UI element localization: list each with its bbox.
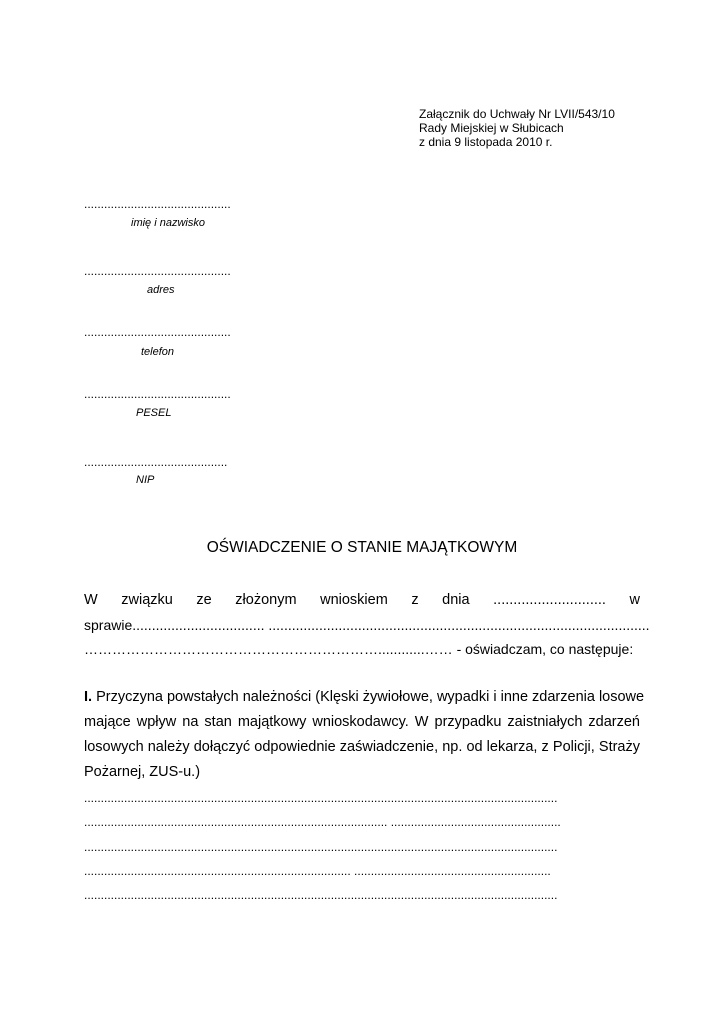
intro-word: wnioskiem [320,592,388,608]
section1-line-3: losowych należy dołączyć odpowiednie zaświadczenie, np. od lekarza, z Policji, Straży [84,739,640,755]
phone-field-caption: telefon [141,346,175,358]
name-field-dots: ............................................ [84,197,231,211]
header-line-1: Załącznik do Uchwały Nr LVII/543/10 [419,107,615,121]
answer-dotted-line: .............................................................................................................................................. [84,888,558,902]
address-field-caption: adres [147,284,175,296]
document-title: OŚWIADCZENIE O STANIE MAJĄTKOWYM [206,539,518,556]
intro-word: dnia [442,592,470,608]
intro-word: ze [196,592,212,608]
answer-dotted-line: ................................................................................ ........................................................... [84,864,551,878]
answer-dotted-line: ........................................................................................... ................................................... [84,815,561,829]
section1-line-2: mające wpływ na stan majątkowy wnioskodawcy. W przypadku zaistniałych zdarzeń [84,714,640,730]
header-line-2: Rady Miejskiej w Słubicach [419,121,564,135]
pesel-field-dots: ............................................ [84,387,231,401]
intro-date-dots: ............................ [493,592,606,608]
nip-field-dots: ........................................... [84,455,228,469]
answer-dotted-line: .............................................................................................................................................. [84,840,558,854]
intro-line-1 [84,592,640,608]
phone-field-dots: ............................................ [84,325,231,339]
intro-word: złożonym [235,592,297,608]
name-field-caption: imię i nazwisko [131,217,205,229]
address-field-dots: ............................................ [84,264,231,278]
intro-word: w [629,592,640,608]
section1-label: I. [84,689,93,705]
intro-line-2: sprawie.................................. .................................................................................................. [84,617,650,633]
intro-line-3: ………………………………………………………............…… - oświadczam, co następuje: [84,641,634,657]
section1-line-4: Pożarnej, ZUS-u.) [84,764,201,780]
answer-dotted-line: .............................................................................................................................................. [84,791,558,805]
intro-word: z [411,592,419,608]
nip-field-caption: NIP [136,474,155,486]
intro-word: związku [121,592,173,608]
section1-line-1-text: Przyczyna powstałych należności (Klęski żywiołowe, wypadki i inne zdarzenia losowe [96,689,645,705]
intro-word: W [84,592,98,608]
pesel-field-caption: PESEL [136,407,172,419]
section1-line-1 [84,689,645,705]
header-line-3: z dnia 9 listopada 2010 r. [419,135,553,149]
